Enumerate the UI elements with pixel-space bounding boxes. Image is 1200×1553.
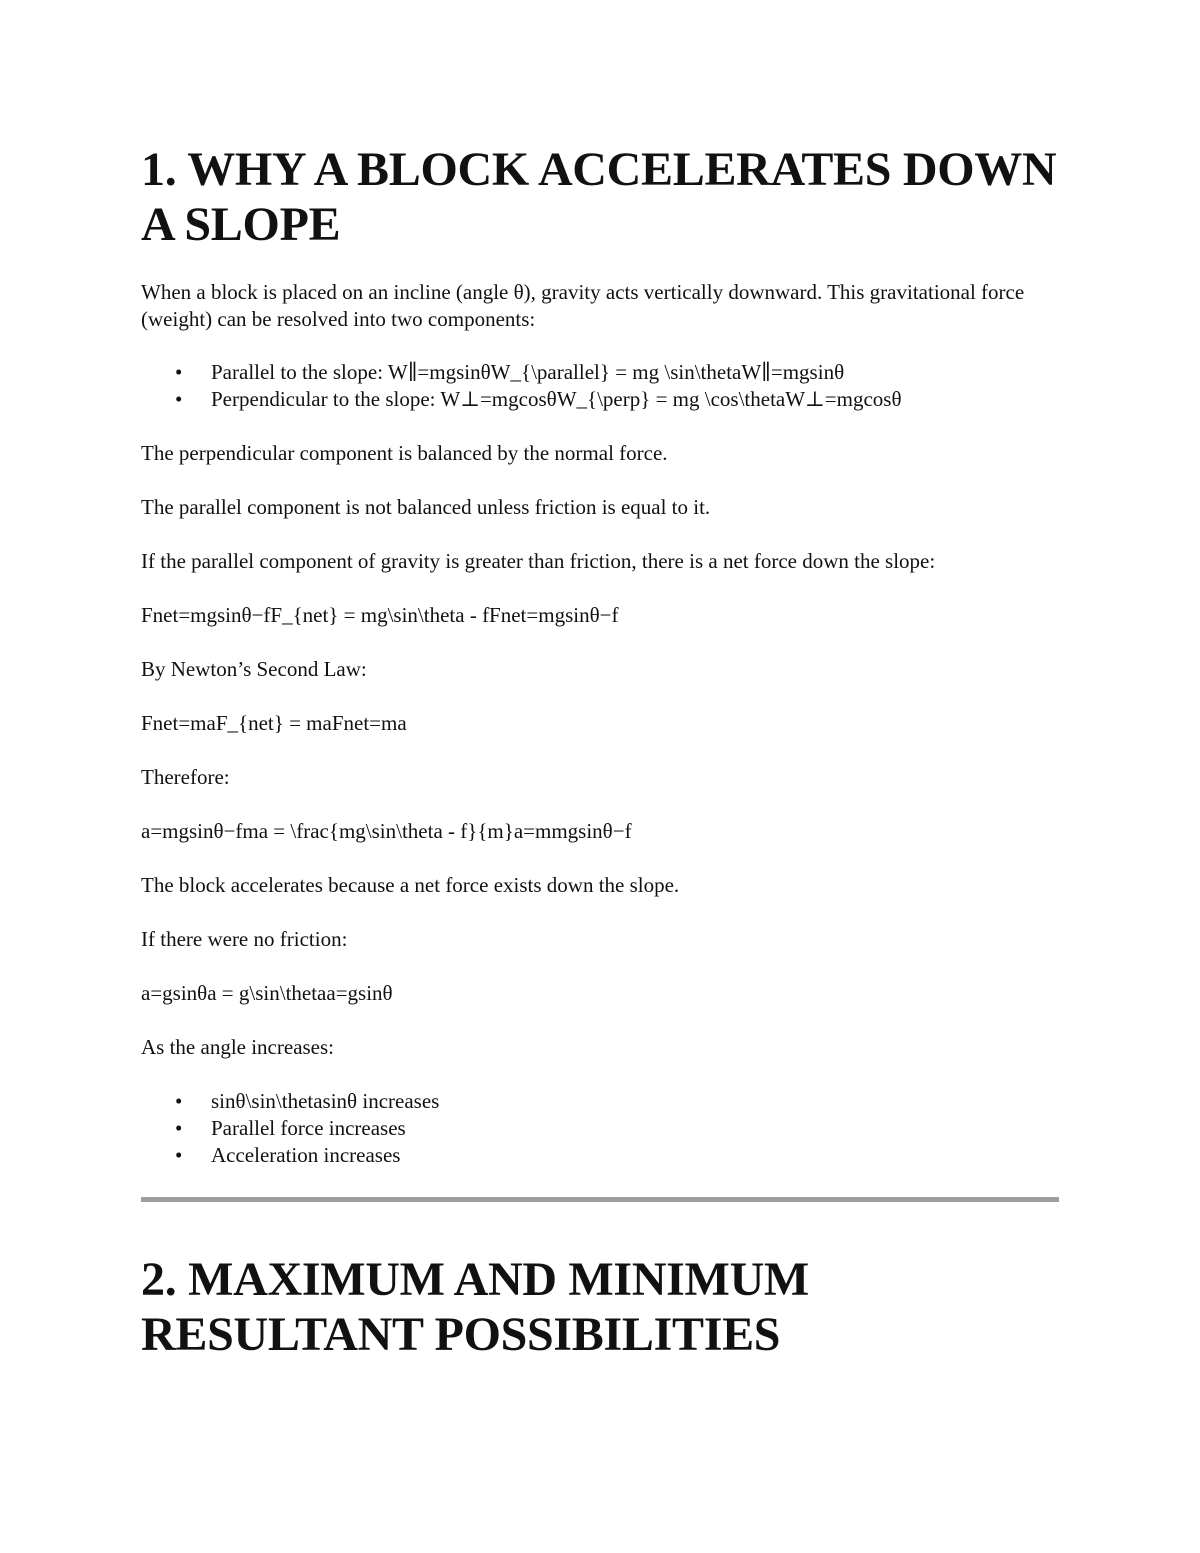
newton-equation: Fnet=maF_{net} = maFnet=ma [141, 711, 407, 735]
section-2-heading: 2. MAXIMUM AND MINIMUM RESULTANT POSSIBILITIES [141, 1253, 809, 1361]
list-item [141, 359, 1059, 386]
normal-force-paragraph: The perpendicular component is balanced by the normal force. [141, 441, 668, 465]
therefore-paragraph: Therefore: [141, 765, 230, 789]
list-item-text: Perpendicular to the slope: W⊥=mgcosθW_{\perp} = mg \cos\thetaW⊥=mgcosθ [211, 387, 902, 411]
newton-law-paragraph: By Newton’s Second Law: [141, 657, 367, 681]
increases-list [141, 1088, 1059, 1169]
list-item-text: Acceleration increases [211, 1143, 401, 1167]
net-force-paragraph: If the parallel component of gravity is greater than friction, there is a net force down the slope: [141, 549, 936, 573]
list-item [141, 1115, 1059, 1142]
acceleration-equation: a=mgsinθ−fma = \frac{mg\sin\theta - f}{m}a=mmgsinθ−f [141, 819, 632, 843]
components-list [141, 359, 1059, 413]
list-item-text: Parallel force increases [211, 1116, 406, 1140]
section-1-heading: 1. WHY A BLOCK ACCELERATES DOWN A SLOPE [141, 143, 1057, 251]
net-force-equation: Fnet=mgsinθ−fF_{net} = mg\sin\theta - fFnet=mgsinθ−f [141, 603, 619, 627]
bullet-icon: • [175, 1089, 183, 1113]
bullet-icon: • [175, 360, 183, 384]
list-item [141, 1142, 1059, 1169]
list-item [141, 1088, 1059, 1115]
list-item-text: sinθ\sin\thetasinθ increases [211, 1089, 440, 1113]
angle-increases-paragraph: As the angle increases: [141, 1035, 335, 1059]
horizontal-divider [141, 1197, 1059, 1202]
block-accelerates-paragraph: The block accelerates because a net force exists down the slope. [141, 873, 680, 897]
list-item [141, 386, 1059, 413]
no-friction-paragraph: If there were no friction: [141, 927, 348, 951]
document-page [141, 142, 1059, 1362]
bullet-icon: • [175, 1143, 183, 1167]
no-friction-equation: a=gsinθa = g\sin\thetaa=gsinθ [141, 981, 393, 1005]
intro-paragraph: When a block is placed on an incline (angle θ), gravity acts vertically downward. This gravitational force (weight) can be resolved into two components: [141, 280, 1025, 331]
parallel-component-paragraph: The parallel component is not balanced unless friction is equal to it. [141, 495, 711, 519]
bullet-icon: • [175, 387, 183, 411]
bullet-icon: • [175, 1116, 183, 1140]
list-item-text: Parallel to the slope: W∥=mgsinθW_{\parallel} = mg \sin\thetaW∥=mgsinθ [211, 360, 845, 384]
